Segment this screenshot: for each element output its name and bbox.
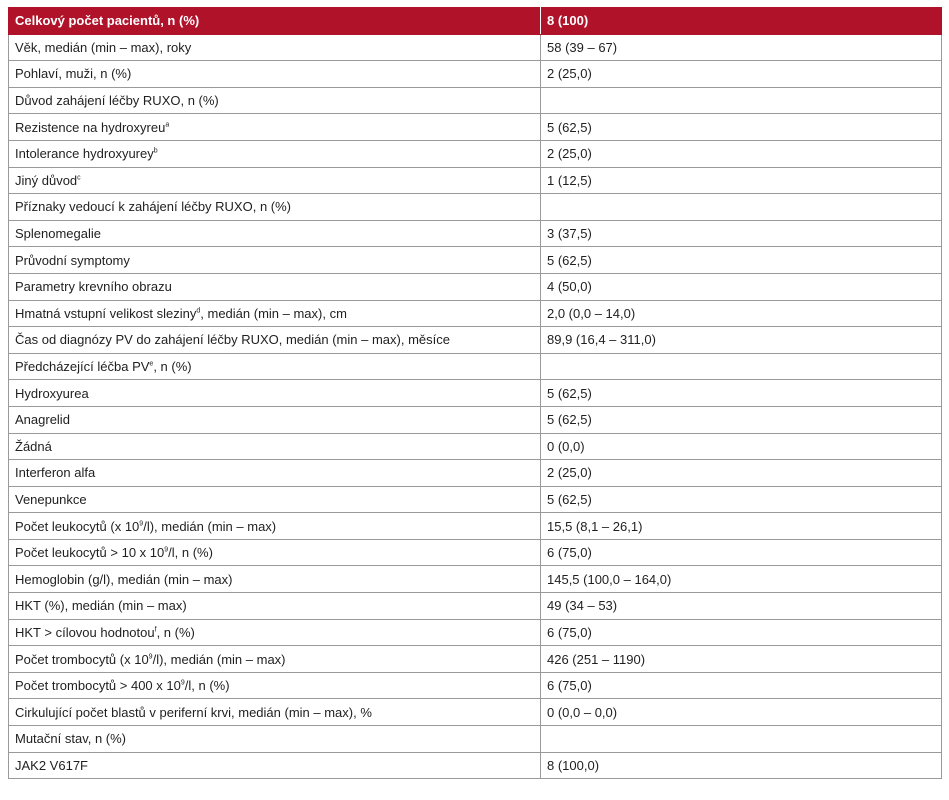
table-row — [9, 327, 942, 354]
row-value-cell: 2 (25,0) — [541, 140, 942, 167]
row-value-cell: 5 (62,5) — [541, 247, 942, 274]
row-label-cell — [9, 646, 541, 673]
row-label-cell — [9, 593, 541, 620]
row-label-cell — [9, 247, 541, 274]
row-value-cell: 0 (0,0 – 0,0) — [541, 699, 942, 726]
row-value-cell: 3 (37,5) — [541, 220, 942, 247]
table-row — [9, 247, 942, 274]
row-label-cell — [9, 539, 541, 566]
row-label: Průvodní symptomy — [15, 252, 130, 268]
row-label-cell — [9, 194, 541, 221]
row-label-cell — [9, 273, 541, 300]
row-label-cell — [9, 726, 541, 753]
row-label: Intolerance hydroxyurey — [15, 146, 154, 162]
row-label: HKT > cílovou hodnotou — [15, 624, 155, 640]
row-label-suffix: /l), medián (min – max) — [152, 651, 286, 667]
row-value-cell: 2,0 (0,0 – 14,0) — [541, 300, 942, 327]
row-label: Mutační stav, n (%) — [15, 731, 127, 747]
row-label-cell — [9, 300, 541, 327]
row-label-cell — [9, 513, 541, 540]
row-value-cell: 6 (75,0) — [541, 539, 942, 566]
row-label: Příznaky vedoucí k zahájení léčby RUXO, n (%) — [15, 199, 292, 215]
row-label-cell — [9, 752, 541, 779]
header-label-cell: Celkový počet pacientů, n (%) — [9, 8, 541, 35]
row-value-cell: 6 (75,0) — [541, 619, 942, 646]
row-value-cell: 5 (62,5) — [541, 114, 942, 141]
row-label: Věk, medián (min – max), roky — [15, 39, 192, 55]
row-label-suffix: , n (%) — [153, 359, 192, 375]
row-label: Počet leukocytů > 10 x 10 — [15, 545, 165, 561]
row-value-cell: 89,9 (16,4 – 311,0) — [541, 327, 942, 354]
table-row — [9, 513, 942, 540]
row-label: Počet trombocytů (x 10 — [15, 651, 149, 667]
footnote-marker: 9 — [139, 520, 144, 528]
row-label-cell — [9, 220, 541, 247]
footnote-marker: 9 — [164, 546, 169, 554]
row-value-cell: 6 (75,0) — [541, 672, 942, 699]
table-row — [9, 726, 942, 753]
row-label-cell — [9, 672, 541, 699]
row-label-cell — [9, 34, 541, 61]
footnote-marker: 9 — [148, 653, 153, 661]
row-value-cell: 0 (0,0) — [541, 433, 942, 460]
row-label-cell — [9, 619, 541, 646]
row-value-cell: 5 (62,5) — [541, 406, 942, 433]
table-row — [9, 87, 942, 114]
table-row — [9, 486, 942, 513]
row-label: Anagrelid — [15, 412, 70, 428]
row-label-cell — [9, 167, 541, 194]
row-label: Jiný důvod — [15, 172, 78, 188]
row-label: Žádná — [15, 438, 52, 454]
row-label-cell — [9, 406, 541, 433]
footnote-marker: b — [153, 147, 158, 155]
row-value-cell: 58 (39 – 67) — [541, 34, 942, 61]
table-row — [9, 566, 942, 593]
patient-characteristics-table-container — [8, 7, 941, 779]
row-value-cell: 1 (12,5) — [541, 167, 942, 194]
row-label-suffix: /l, n (%) — [168, 545, 213, 561]
row-value-cell: 5 (62,5) — [541, 380, 942, 407]
row-label-cell — [9, 460, 541, 487]
row-label: Předcházející léčba PV — [15, 359, 150, 375]
table-header — [9, 8, 942, 35]
table-row — [9, 752, 942, 779]
row-label: HKT (%), medián (min – max) — [15, 598, 187, 614]
row-label: Interferon alfa — [15, 465, 96, 481]
table-row — [9, 140, 942, 167]
row-label: Hemoglobin (g/l), medián (min – max) — [15, 571, 233, 587]
footnote-marker: a — [165, 121, 170, 129]
row-label: Počet trombocytů > 400 x 10 — [15, 678, 181, 694]
header-row — [9, 8, 942, 35]
row-value-cell: 426 (251 – 1190) — [541, 646, 942, 673]
table-row — [9, 353, 942, 380]
row-value-cell: 5 (62,5) — [541, 486, 942, 513]
row-label-suffix: /l), medián (min – max) — [143, 518, 277, 534]
row-label-suffix: /l, n (%) — [184, 678, 230, 694]
row-label: Hmatná vstupní velikost sleziny — [15, 305, 197, 321]
table-row — [9, 593, 942, 620]
row-value-cell: 145,5 (100,0 – 164,0) — [541, 566, 942, 593]
table-row — [9, 300, 942, 327]
row-label-cell — [9, 114, 541, 141]
table-row — [9, 433, 942, 460]
header-value-cell: 8 (100) — [541, 8, 942, 35]
table-row — [9, 114, 942, 141]
row-label-cell — [9, 433, 541, 460]
table-row — [9, 406, 942, 433]
row-label-cell — [9, 380, 541, 407]
row-value-cell: 4 (50,0) — [541, 273, 942, 300]
row-value-cell: 2 (25,0) — [541, 61, 942, 88]
table-row — [9, 539, 942, 566]
table-row — [9, 646, 942, 673]
table-row — [9, 699, 942, 726]
row-label-suffix: , n (%) — [156, 624, 195, 640]
table-row — [9, 460, 942, 487]
row-value-cell — [541, 194, 942, 221]
row-label: Hydroxyurea — [15, 385, 89, 401]
row-label-cell — [9, 327, 541, 354]
row-label: Cirkulující počet blastů v periferní krvi, medián (min – max), % — [15, 704, 372, 720]
footnote-marker: c — [77, 174, 81, 182]
row-label-cell — [9, 566, 541, 593]
row-label: Počet leukocytů (x 10 — [15, 518, 140, 534]
row-label: Čas od diagnózy PV do zahájení léčby RUXO, medián (min – max), měsíce — [15, 332, 450, 348]
table-row — [9, 619, 942, 646]
footnote-marker: d — [196, 307, 201, 315]
footnote-marker: 9 — [180, 679, 185, 687]
row-label-cell — [9, 486, 541, 513]
row-value-cell: 8 (100,0) — [541, 752, 942, 779]
table-row — [9, 34, 942, 61]
row-value-cell — [541, 726, 942, 753]
row-label: Parametry krevního obrazu — [15, 279, 172, 295]
row-label: Důvod zahájení léčby RUXO, n (%) — [15, 93, 219, 109]
row-label-cell — [9, 140, 541, 167]
table-row — [9, 61, 942, 88]
row-value-cell — [541, 353, 942, 380]
table-row — [9, 220, 942, 247]
row-label-cell — [9, 87, 541, 114]
row-label-cell — [9, 699, 541, 726]
row-value-cell — [541, 87, 942, 114]
row-label-cell — [9, 353, 541, 380]
row-label: Pohlaví, muži, n (%) — [15, 66, 132, 82]
row-label: Rezistence na hydroxyreu — [15, 119, 166, 135]
table-row — [9, 167, 942, 194]
row-value-cell: 49 (34 – 53) — [541, 593, 942, 620]
table-row — [9, 194, 942, 221]
row-label-cell — [9, 61, 541, 88]
footnote-marker: f — [154, 626, 157, 634]
row-value-cell: 15,5 (8,1 – 26,1) — [541, 513, 942, 540]
row-label: Venepunkce — [15, 491, 87, 507]
row-value-cell: 2 (25,0) — [541, 460, 942, 487]
row-label-suffix: , medián (min – max), cm — [200, 305, 347, 321]
table-row — [9, 380, 942, 407]
table-row — [9, 273, 942, 300]
row-label: JAK2 V617F — [15, 757, 88, 773]
footnote-marker: e — [149, 360, 154, 368]
table-body — [9, 34, 942, 779]
row-label: Splenomegalie — [15, 226, 102, 242]
table-row — [9, 672, 942, 699]
patient-characteristics-table — [8, 7, 942, 779]
